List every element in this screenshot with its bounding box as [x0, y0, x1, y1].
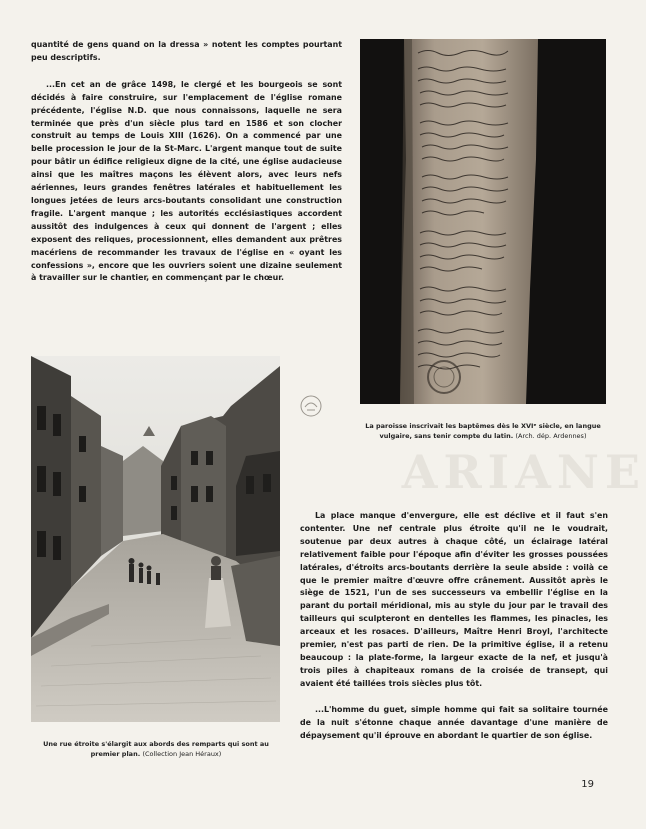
manuscript-image: [360, 39, 606, 404]
text-column-top: [31, 39, 342, 285]
caption-street: [40, 740, 272, 759]
stamp-sketch-icon: [298, 393, 324, 419]
paragraph-4: ...L'homme du guet, simple homme qui fait sa solitaire tournée de la nuit s'étonne chaque année davantage d'une manière de dépaysement qu'il éprouve en abordant le quartier de son église.: [300, 704, 608, 740]
street-image: [31, 356, 280, 722]
text-column-right: [300, 510, 608, 742]
caption-manuscript-credit: (Arch. dép. Ardennes): [515, 431, 587, 440]
caption-street-text: Une rue étroite s'élargit aux abords des remparts qui sont au premier plan.: [43, 740, 269, 758]
bleed-through-text: ARIANE: [401, 445, 646, 499]
caption-manuscript-text: La paroisse inscrivait les baptêmes dès le XVIᵉ siècle, en langue vulgaire, sans tenir compte du latin.: [365, 422, 601, 440]
paragraph-3: La place manque d'envergure, elle est déclive et il faut s'en contenter. Une nef centrale plus étroite qu'il ne le voudrait, soutenue par deux autres à chaque côté, un éclairage latéral relativement faible pour l'époque afin d'éviter les grosses poussées latérales, d'étroits arcs-boutants derrière la seule abside : voilà ce que le premier maître d'œuvre offre crânement. Aussitôt après le siège de 1521, l'un de ses successeurs va embellir l'église en la parant du portail méridional, mis au style du jour par le travail des tailleurs qui sculpteront en dentelles les flammes, les pinacles, les arceaux et les rosaces. D'ailleurs, Maître Henri Broyl, l'architecte premier, n'est pas parti de rien. De la primitive église, il a retenu beaucoup : la plate-forme, la largeur exacte de la nef, et jusqu'à trois piles à chapiteaux romans de la croisée de transept, qui avaient été taillées trois siècles plus tôt.: [300, 511, 608, 688]
street-photo: [31, 356, 280, 722]
paragraph-2: ...En cet an de grâce 1498, le clergé et les bourgeois se sont décidés à faire construire, sur l'emplacement de l'église romane précédente, l'église N.D. que nous connaissons, laquelle ne sera terminée que près d'un siècle plus tard en 1586 et son clocher construit au temps de Louis XIII (1626). On a commencé par une belle procession le jour de la St-Marc. L'argent manque tout de suite pour bâtir un édifice religieux digne de la cité, une église audacieuse ainsi que les maîtres maçons les élèvent alors, avec leurs nefs aériennes, leurs grandes fenêtres latérales et habituellement les longues jetées de leurs arcs-boutants consolidant une construction fragile. L'argent manque ; les autorités ecclésiastiques accordent aussitôt des indulgences à ceux qui donnent de l'argent ; elles exposent des reliques, processionnent, elles demandent aux prêtres macériens de recommander les travaux de l'église en « oyant les confessions », encore que les ouvriers soient une dizaine seulement à travailler sur le chantier, en commençant par le chœur.: [31, 79, 342, 283]
manuscript-photo: [360, 39, 606, 404]
page-number: 19: [581, 779, 594, 790]
caption-street-credit: (Collection Jean Héraux): [142, 749, 222, 758]
paragraph-1: quantité de gens quand on la dressa » notent les comptes pourtant peu descriptifs.: [31, 40, 342, 62]
